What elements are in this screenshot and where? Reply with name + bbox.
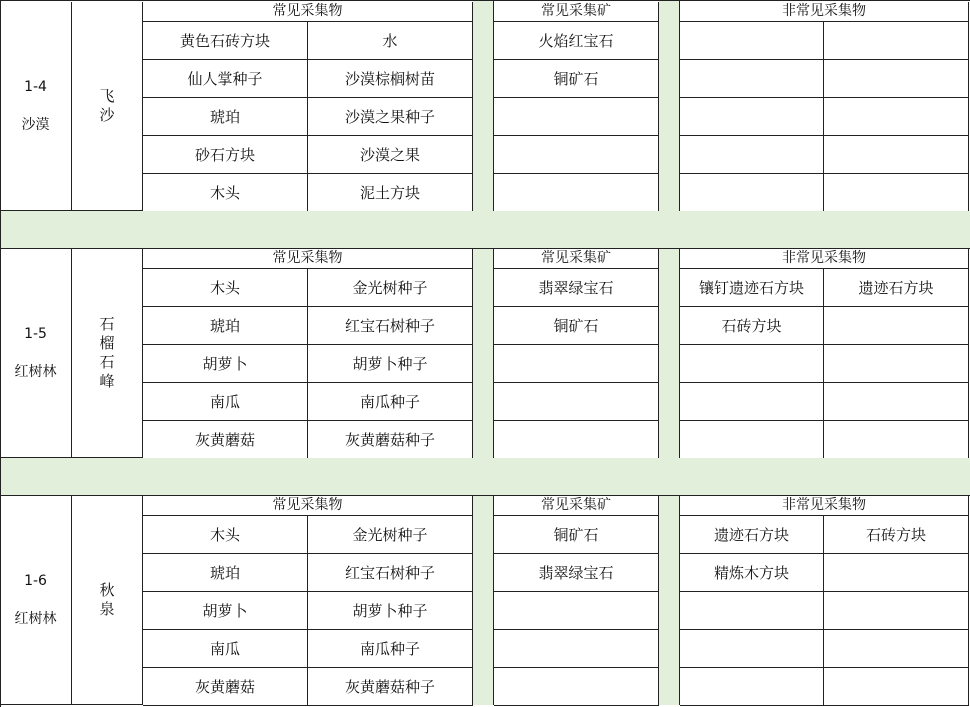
stage-label-cell [0, 2, 72, 211]
table-cell[interactable]: 琥珀 [143, 98, 308, 136]
table-cell[interactable]: 仙人掌种子 [143, 60, 308, 98]
table-cell[interactable] [824, 554, 969, 592]
table-cell[interactable] [824, 630, 969, 668]
table-cell[interactable] [494, 630, 659, 668]
table-cell[interactable]: 铜矿石 [494, 60, 659, 98]
table-cell[interactable]: 红宝石树种子 [308, 554, 473, 592]
table-cell[interactable] [680, 630, 824, 668]
common-ores-header: 常见采集矿 [494, 496, 659, 516]
table-cell[interactable] [680, 98, 824, 136]
table-cell[interactable]: 木头 [143, 174, 308, 212]
table-left-border [0, 0, 1, 707]
table-cell[interactable] [824, 98, 969, 136]
table-cell[interactable]: 翡翠绿宝石 [494, 269, 659, 307]
table-cell[interactable] [680, 421, 824, 459]
table-cell[interactable] [494, 136, 659, 174]
area-name-char: 石 [99, 353, 115, 371]
area-name-cell [72, 496, 143, 705]
common-ores-header: 常见采集矿 [494, 249, 659, 269]
table-cell[interactable]: 灰黄蘑菇种子 [308, 421, 473, 459]
table-cell[interactable]: 火焰红宝石 [494, 22, 659, 60]
column-gutter [473, 0, 494, 211]
rare-items-header: 非常见采集物 [680, 2, 969, 22]
area-name-char: 石 [99, 315, 115, 333]
table-cell[interactable]: 石砖方块 [824, 516, 969, 554]
table-top-border [0, 0, 970, 1]
table-cell[interactable]: 红宝石树种子 [308, 307, 473, 345]
table-cell[interactable] [824, 421, 969, 459]
table-cell[interactable] [680, 136, 824, 174]
table-cell[interactable] [494, 98, 659, 136]
table-cell[interactable]: 遗迹石方块 [680, 516, 824, 554]
table-cell[interactable]: 南瓜 [143, 383, 308, 421]
section-divider-row [0, 458, 970, 496]
common-items-header: 常见采集物 [143, 496, 473, 516]
area-name-char: 秋 [99, 581, 115, 599]
table-cell[interactable] [494, 383, 659, 421]
table-cell[interactable]: 灰黄蘑菇 [143, 421, 308, 459]
table-cell[interactable]: 琥珀 [143, 307, 308, 345]
table-cell[interactable] [680, 345, 824, 383]
table-cell[interactable] [824, 174, 969, 212]
table-cell[interactable] [824, 307, 969, 345]
table-cell[interactable]: 水 [308, 22, 473, 60]
table-cell[interactable]: 胡萝卜种子 [308, 592, 473, 630]
table-cell[interactable] [824, 668, 969, 706]
column-gutter [659, 494, 680, 705]
table-cell[interactable]: 南瓜 [143, 630, 308, 668]
table-cell[interactable]: 黄色石砖方块 [143, 22, 308, 60]
column-gutter [659, 0, 680, 211]
rare-items-header: 非常见采集物 [680, 496, 969, 516]
section-divider-row [0, 211, 970, 249]
table-cell[interactable]: 砂石方块 [143, 136, 308, 174]
table-cell[interactable] [680, 668, 824, 706]
area-name-cell [72, 249, 143, 458]
stage-region: 沙漠 [21, 117, 50, 133]
table-cell[interactable] [680, 174, 824, 212]
table-cell[interactable] [494, 592, 659, 630]
stage-label-cell [0, 496, 72, 705]
column-gutter [473, 247, 494, 458]
table-cell[interactable]: 南瓜种子 [308, 630, 473, 668]
table-cell[interactable]: 木头 [143, 516, 308, 554]
table-cell[interactable]: 胡萝卜种子 [308, 345, 473, 383]
table-cell[interactable] [494, 668, 659, 706]
common-ores-header: 常见采集矿 [494, 2, 659, 22]
table-cell[interactable] [494, 345, 659, 383]
area-name-char: 泉 [99, 600, 115, 618]
table-cell[interactable]: 沙漠棕榈树苗 [308, 60, 473, 98]
stage-code: 1-4 [24, 79, 47, 95]
common-items-header: 常见采集物 [143, 2, 473, 22]
column-gutter [473, 494, 494, 705]
table-cell[interactable]: 灰黄蘑菇 [143, 668, 308, 706]
stage-region: 红树林 [14, 364, 57, 380]
table-cell[interactable]: 灰黄蘑菇种子 [308, 668, 473, 706]
table-cell[interactable] [680, 592, 824, 630]
table-cell[interactable] [680, 383, 824, 421]
table-cell[interactable]: 翡翠绿宝石 [494, 554, 659, 592]
area-name-char: 沙 [99, 106, 115, 124]
table-cell[interactable]: 精炼木方块 [680, 554, 824, 592]
table-cell[interactable] [494, 174, 659, 212]
table-cell[interactable]: 胡萝卜 [143, 345, 308, 383]
stage-code: 1-6 [24, 573, 47, 589]
table-cell[interactable]: 金光树种子 [308, 269, 473, 307]
table-cell[interactable]: 铜矿石 [494, 516, 659, 554]
table-cell[interactable] [824, 60, 969, 98]
stage-region: 红树林 [14, 611, 57, 627]
area-name-char: 峰 [99, 372, 115, 390]
table-cell[interactable] [824, 136, 969, 174]
column-gutter [659, 247, 680, 458]
table-cell[interactable]: 铜矿石 [494, 307, 659, 345]
table-cell[interactable]: 遗迹石方块 [824, 269, 969, 307]
table-cell[interactable] [824, 383, 969, 421]
table-cell[interactable]: 镶钉遗迹石方块 [680, 269, 824, 307]
table-cell[interactable]: 木头 [143, 269, 308, 307]
area-name-cell [72, 2, 143, 211]
table-cell[interactable]: 胡萝卜 [143, 592, 308, 630]
table-cell[interactable]: 石砖方块 [680, 307, 824, 345]
table-cell[interactable] [680, 60, 824, 98]
area-name-char: 榴 [99, 334, 115, 352]
table-cell[interactable] [824, 345, 969, 383]
common-items-header: 常见采集物 [143, 249, 473, 269]
table-cell[interactable]: 南瓜种子 [308, 383, 473, 421]
table-cell[interactable]: 泥土方块 [308, 174, 473, 212]
rare-items-header: 非常见采集物 [680, 249, 969, 269]
table-cell[interactable]: 沙漠之果种子 [308, 98, 473, 136]
table-cell[interactable] [494, 421, 659, 459]
stage-label-cell [0, 249, 72, 458]
table-cell[interactable] [680, 22, 824, 60]
area-name-char: 飞 [99, 87, 115, 105]
table-cell[interactable] [824, 592, 969, 630]
table-cell[interactable]: 琥珀 [143, 554, 308, 592]
table-cell[interactable]: 金光树种子 [308, 516, 473, 554]
stage-code: 1-5 [24, 326, 47, 342]
table-cell[interactable] [824, 22, 969, 60]
table-cell[interactable]: 沙漠之果 [308, 136, 473, 174]
